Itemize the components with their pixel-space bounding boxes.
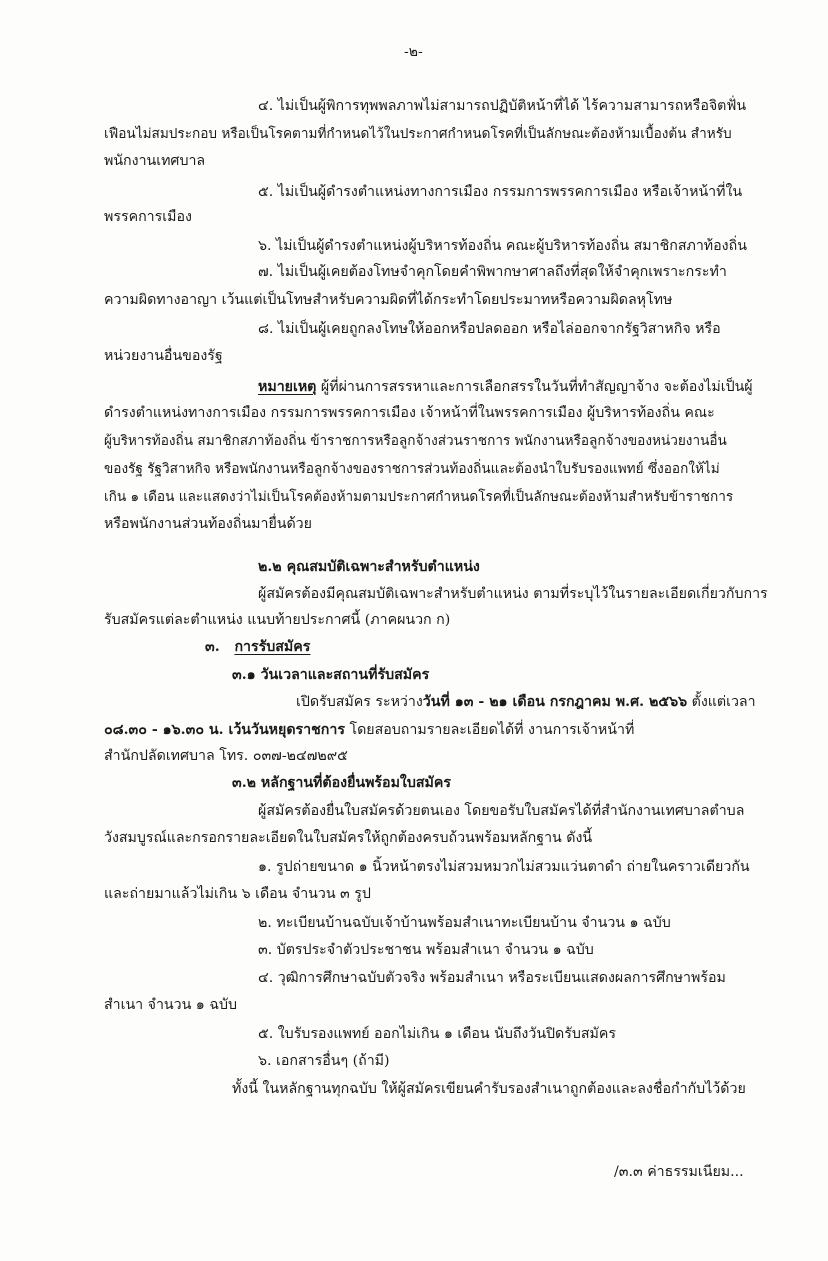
section-2-2-heading: ๒.๒ คุณสมบัติเฉพาะสำหรับตำแหน่ง xyxy=(258,559,480,575)
section-3-1-date-range: วันที่ ๑๓ - ๒๑ เดือน กรกฎาคม พ.ศ. ๒๕๖๖ xyxy=(422,694,688,710)
section-3-1-heading: ๓.๑ วันเวลาและสถานที่รับสมัคร xyxy=(232,667,430,683)
section-3-1-open-text: เปิดรับสมัคร ระหว่าง xyxy=(296,694,423,710)
note-line-2: ดำรงตำแหน่งทางการเมือง กรรมการพรรคการเมือง เจ้าหน้าที่ในพรรคการเมือง ผู้บริหารท้องถิ่น คณะ xyxy=(104,405,715,421)
note-line-3: ผู้บริหารท้องถิ่น สมาชิกสภาท้องถิ่น ข้าราชการหรือลูกจ้างส่วนราชการ พนักงานหรือลูกจ้างของหน่วยงานอื่น xyxy=(104,433,727,449)
note-line-5: เกิน ๑ เดือน และแสดงว่าไม่เป็นโรคต้องห้ามตามประกาศกำหนดโรคที่เป็นลักษณะต้องห้ามสำหรับข้าราชการ xyxy=(104,489,734,505)
section-3-1-line-3: สำนักปลัดเทศบาล โทร. ๐๓๗-๒๔๗๒๙๕ xyxy=(104,748,348,764)
qualification-5-line-1: ๕. ไม่เป็นผู้ดำรงตำแหน่งทางการเมือง กรรมการพรรคการเมือง หรือเจ้าหน้าที่ใน xyxy=(258,184,743,200)
section-3-2-line-1: ผู้สมัครต้องยื่นใบสมัครด้วยตนเอง โดยขอรับใบสมัครได้ที่สำนักงานเทศบาลตำบล xyxy=(258,803,745,819)
section-3-2-closing: ทั้งนี้ ในหลักฐานทุกฉบับ ให้ผู้สมัครเขียนคำรับรองสำเนาถูกต้องและลงชื่อกำกับไว้ด้วย xyxy=(232,1081,746,1097)
qualification-8-line-2: หน่วยงานอื่นของรัฐ xyxy=(104,348,223,364)
note-label: หมายเหตุ xyxy=(258,379,317,395)
note-line-1 xyxy=(258,377,753,397)
section-3-title: การรับสมัคร xyxy=(234,639,311,655)
document-4-line-2: สำเนา จำนวน ๑ ฉบับ xyxy=(104,997,237,1013)
note-line-4: ของรัฐ รัฐวิสาหกิจ หรือพนักงานหรือลูกจ้างของราชการส่วนท้องถิ่นและต้องนำใบรับรองแพทย์ ซึ่งออกให้ไม่ xyxy=(104,461,720,477)
section-3-number: ๓. xyxy=(205,639,220,655)
qualification-4-line-1: ๔. ไม่เป็นผู้พิการทุพพลภาพไม่สามารถปฏิบัติหน้าที่ได้ ไร้ความสามารถหรือจิตฟั่น xyxy=(258,98,747,114)
section-2-2-line-2: รับสมัครแต่ละตำแหน่ง แนบท้ายประกาศนี้ (ภาคผนวก ก) xyxy=(104,612,451,628)
section-3-2-line-2: วังสมบูรณ์และกรอกรายละเอียดในใบสมัครให้ถูกต้องครบถ้วนพร้อมหลักฐาน ดังนี้ xyxy=(104,830,593,846)
section-3-2-heading: ๓.๒ หลักฐานที่ต้องยื่นพร้อมใบสมัคร xyxy=(232,775,451,791)
document-3: ๓. บัตรประจำตัวประชาชน พร้อมสำเนา จำนวน ๑ ฉบับ xyxy=(258,942,594,958)
section-3-heading xyxy=(205,637,310,657)
section-3-1-contact: โดยสอบถามรายละเอียดได้ที่ งานการเจ้าหน้าที่ xyxy=(344,722,635,738)
qualification-4-line-3: พนักงานเทศบาล xyxy=(104,153,206,169)
qualification-8-line-1: ๘. ไม่เป็นผู้เคยถูกลงโทษให้ออกหรือปลดออก หรือไล่ออกจากรัฐวิสาหกิจ หรือ xyxy=(258,321,721,337)
qualification-4-line-2: เฟือนไม่สมประกอบ หรือเป็นโรคตามที่กำหนดไว้ในประกาศกำหนดโรคที่เป็นลักษณะต้องห้ามเบื้องต้น สำหรับ xyxy=(104,126,732,142)
note-line-6: หรือพนักงานส่วนท้องถิ่นมายื่นด้วย xyxy=(104,516,312,532)
page-number: -๒- xyxy=(404,44,423,60)
document-5: ๕. ใบรับรองแพทย์ ออกไม่เกิน ๑ เดือน นับถึงวันปิดรับสมัคร xyxy=(258,1026,616,1042)
next-page-reference: /๓.๓ ค่าธรรมเนียม... xyxy=(614,1164,744,1180)
qualification-7-line-2: ความผิดทางอาญา เว้นแต่เป็นโทษสำหรับความผิดที่ได้กระทำโดยประมาทหรือความผิดลหุโทษ xyxy=(104,292,673,308)
qualification-5-line-2: พรรคการเมือง xyxy=(104,209,192,225)
section-3-1-line-1 xyxy=(296,692,756,712)
qualification-6-line-1: ๖. ไม่เป็นผู้ดำรงตำแหน่งผู้บริหารท้องถิ่น คณะผู้บริหารท้องถิ่น สมาชิกสภาท้องถิ่น xyxy=(258,238,747,254)
section-2-2-line-1: ผู้สมัครต้องมีคุณสมบัติเฉพาะสำหรับตำแหน่ง ตามที่ระบุไว้ในรายละเอียดเกี่ยวกับการ xyxy=(258,586,768,602)
document-6: ๖. เอกสารอื่นๆ (ถ้ามี) xyxy=(258,1053,390,1069)
qualification-7-line-1: ๗. ไม่เป็นผู้เคยต้องโทษจำคุกโดยคำพิพากษาศาลถึงที่สุดให้จำคุกเพราะกระทำ xyxy=(258,264,727,280)
note-text-1: ผู้ที่ผ่านการสรรหาและการเลือกสรรในวันที่ทำสัญญาจ้าง จะต้องไม่เป็นผู้ xyxy=(320,379,753,395)
document-1-line-2: และถ่ายมาแล้วไม่เกิน ๖ เดือน จำนวน ๓ รูป xyxy=(104,886,371,902)
section-3-1-hours: ๐๘.๓๐ - ๑๖.๓๐ น. เว้นวันหยุดราชการ xyxy=(104,722,345,738)
document-2: ๒. ทะเบียนบ้านฉบับเจ้าบ้านพร้อมสำเนาทะเบียนบ้าน จำนวน ๑ ฉบับ xyxy=(258,915,671,931)
document-1-line-1: ๑. รูปถ่ายขนาด ๑ นิ้วหน้าตรงไม่สวมหมวกไม่สวมแว่นตาดำ ถ่ายในคราวเดียวกัน xyxy=(258,859,750,875)
document-4-line-1: ๔. วุฒิการศึกษาฉบับตัวจริง พร้อมสำเนา หรือระเบียนแสดงผลการศึกษาพร้อม xyxy=(258,970,726,986)
section-3-1-line-2 xyxy=(104,720,634,740)
section-3-1-from-time: ตั้งแต่เวลา xyxy=(687,694,756,710)
